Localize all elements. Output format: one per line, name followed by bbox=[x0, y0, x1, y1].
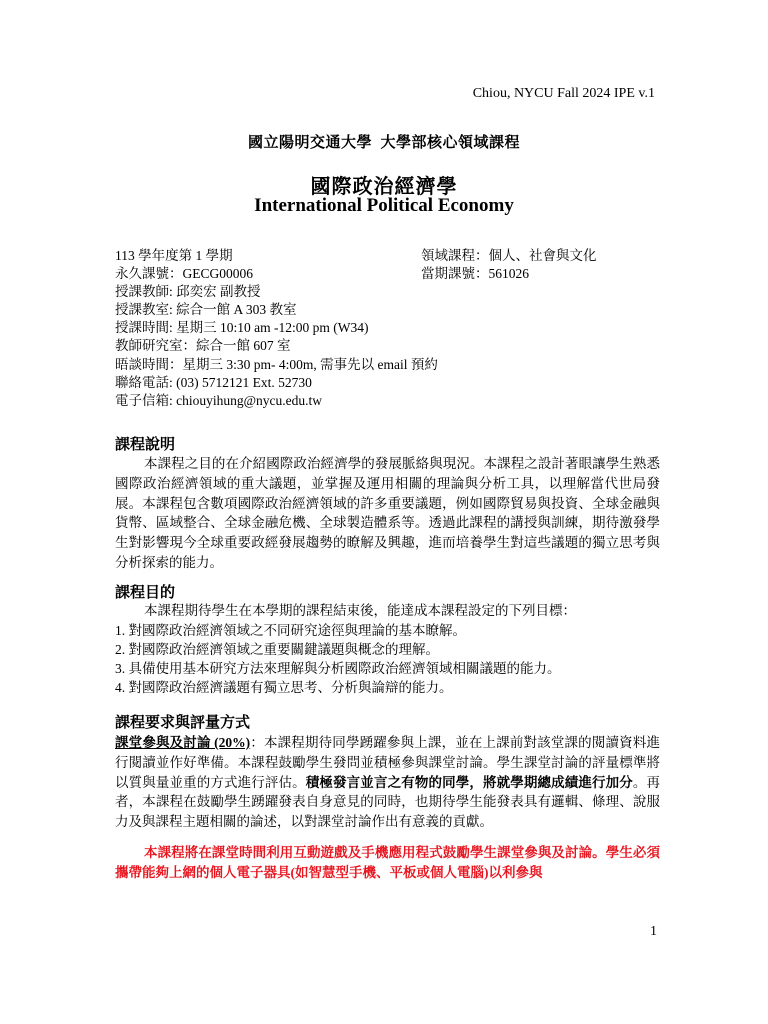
list-item: 4. 對國際政治經濟議題有獨立思考、分析與論辯的能力。 bbox=[115, 680, 453, 695]
course-title-zh: 國際政治經濟學 bbox=[310, 176, 458, 198]
classroom: 授課教室: 綜合一館 A 303 教室 bbox=[115, 302, 297, 318]
participation-bonus: 積極發言並言之有物的同學，將就學期總成績進行加分 bbox=[305, 774, 633, 790]
list-item: 1. 對國際政治經濟領域之不同研究途徑與理論的基本瞭解。 bbox=[115, 623, 466, 638]
participation-text-a: ：本課程期待同學踴躍參與上課，並在上課前對該堂課的閱讀資料進行閱讀並作好準備。本課程鼓勵學生發問並積極參與課堂討論。學生課堂討論的評量標準將以質與量並重的方式進行評估。 bbox=[115, 735, 660, 790]
university-title: 國立陽明交通大學 大學部核心領域課程 bbox=[247, 135, 520, 151]
objectives-intro: 本課程期待學生在本學期的課程結束後，能達成本課程設定的下列目標： bbox=[144, 603, 576, 618]
office-hours: 晤談時間：星期三 3:30 pm- 4:00m, 需事先以 email 預約 bbox=[115, 356, 438, 372]
objectives-list bbox=[115, 621, 660, 697]
class-time: 授課時間: 星期三 10:10 am -12:00 pm (W34) bbox=[115, 320, 369, 336]
description-heading: 課程說明 bbox=[115, 437, 176, 453]
permanent-code: 永久課號：GECG00006 bbox=[115, 266, 253, 282]
device-notice: 本課程將在課堂時間利用互動遊戲及手機應用程式鼓勵學生課堂參與及討論。學生必須攜帶能夠上網的個人電子器具(如智慧型手機、平板或個人電腦)以利參與 bbox=[115, 845, 660, 880]
list-item: 2. 對國際政治經濟領域之重要關鍵議題與概念的理解。 bbox=[115, 642, 439, 657]
domain-course: 領域課程：個人、社會與文化 bbox=[421, 248, 597, 263]
phone: 聯絡電話: (03) 5712121 Ext. 52730 bbox=[115, 374, 312, 390]
course-title-en: International Political Economy bbox=[254, 195, 514, 216]
requirements-heading: 課程要求與評量方式 bbox=[115, 715, 251, 731]
current-code: 當期課號：561026 bbox=[421, 266, 529, 282]
course-info bbox=[115, 247, 675, 410]
email: 電子信箱: chiouyihung@nycu.edu.tw bbox=[115, 392, 323, 408]
running-head: Chiou, NYCU Fall 2024 IPE v.1 bbox=[472, 86, 655, 101]
participation-text-c: 。再者，本課程在鼓勵學生踴躍發表自身意見的同時，也期待學生能發表具有邏輯、條理、說服力及與課程主題相關的論述，以對課堂討論作出有意義的貢獻。 bbox=[115, 774, 661, 830]
instructor: 授課教師: 邱奕宏 副教授 bbox=[115, 284, 261, 300]
list-item: 3. 具備使用基本研究方法來理解與分析國際政治經濟領域相關議題的能力。 bbox=[115, 661, 561, 676]
objectives-heading: 課程目的 bbox=[115, 585, 176, 601]
description-text: 本課程之目的在介紹國際政治經濟學的發展脈絡與現況。本課程之設計著眼讓學生熟悉國際政治經濟領域的重大議題，並掌握及運用相關的理論與分析工具，以理解當代世局發展。本課程包含數項國際政治經濟領域的許多重要議題，例如國際貿易與投資、全球金融與貨幣、區域整合、全球金融危機、全球製造體系等。透過此課程的講授與訓練，期待激發學生對影響現今全球重要政經發展趨勢的瞭解及興趣，進而培養學生對這些議題的獨立思考與分析探索的能力。 bbox=[115, 456, 660, 570]
page-number: 1 bbox=[650, 924, 657, 939]
participation-paragraph bbox=[115, 733, 660, 832]
participation-label: 課堂參與及討論 (20%) bbox=[115, 735, 251, 750]
office: 教師研究室：綜合一館 607 室 bbox=[115, 338, 291, 354]
semester: 113 學年度第 1 學期 bbox=[115, 248, 233, 263]
